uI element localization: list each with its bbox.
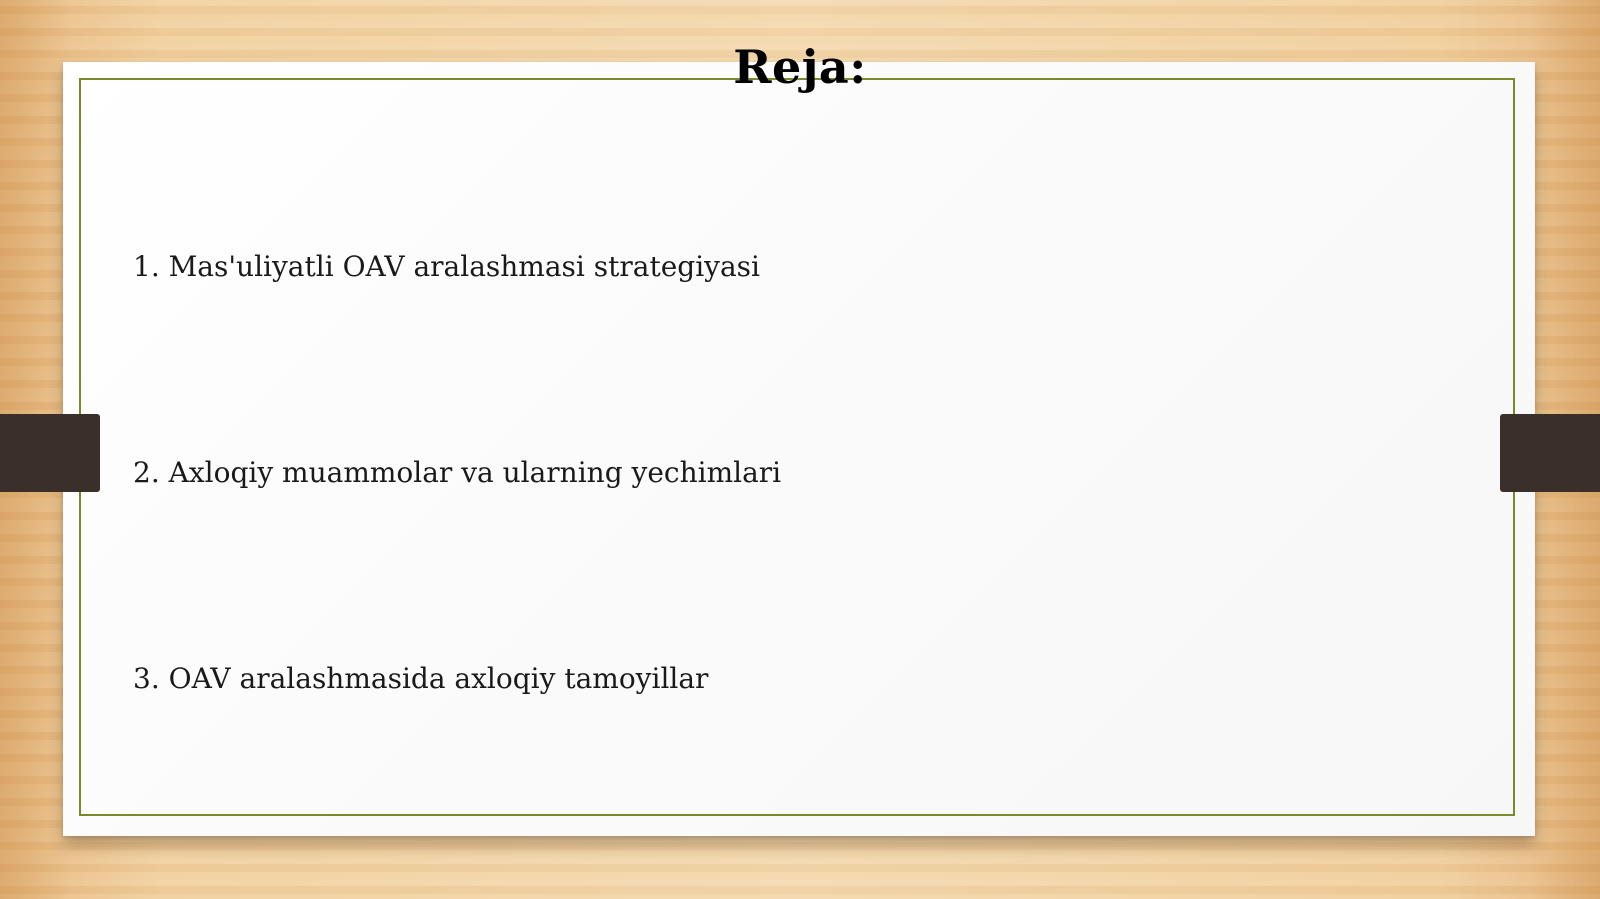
slide-paper	[63, 62, 1535, 836]
slide-frame-border	[79, 78, 1515, 816]
right-binder-tab	[1500, 414, 1600, 492]
plan-item-1: 1. Mas'uliyatli OAV aralashmasi strategiyasi	[133, 250, 760, 283]
plan-item-3: 3. OAV aralashmasida axloqiy tamoyillar	[133, 662, 709, 695]
slide-title: Reja:	[733, 40, 867, 94]
plan-item-2: 2. Axloqiy muammolar va ularning yechimlari	[133, 456, 782, 489]
left-binder-tab	[0, 414, 100, 492]
